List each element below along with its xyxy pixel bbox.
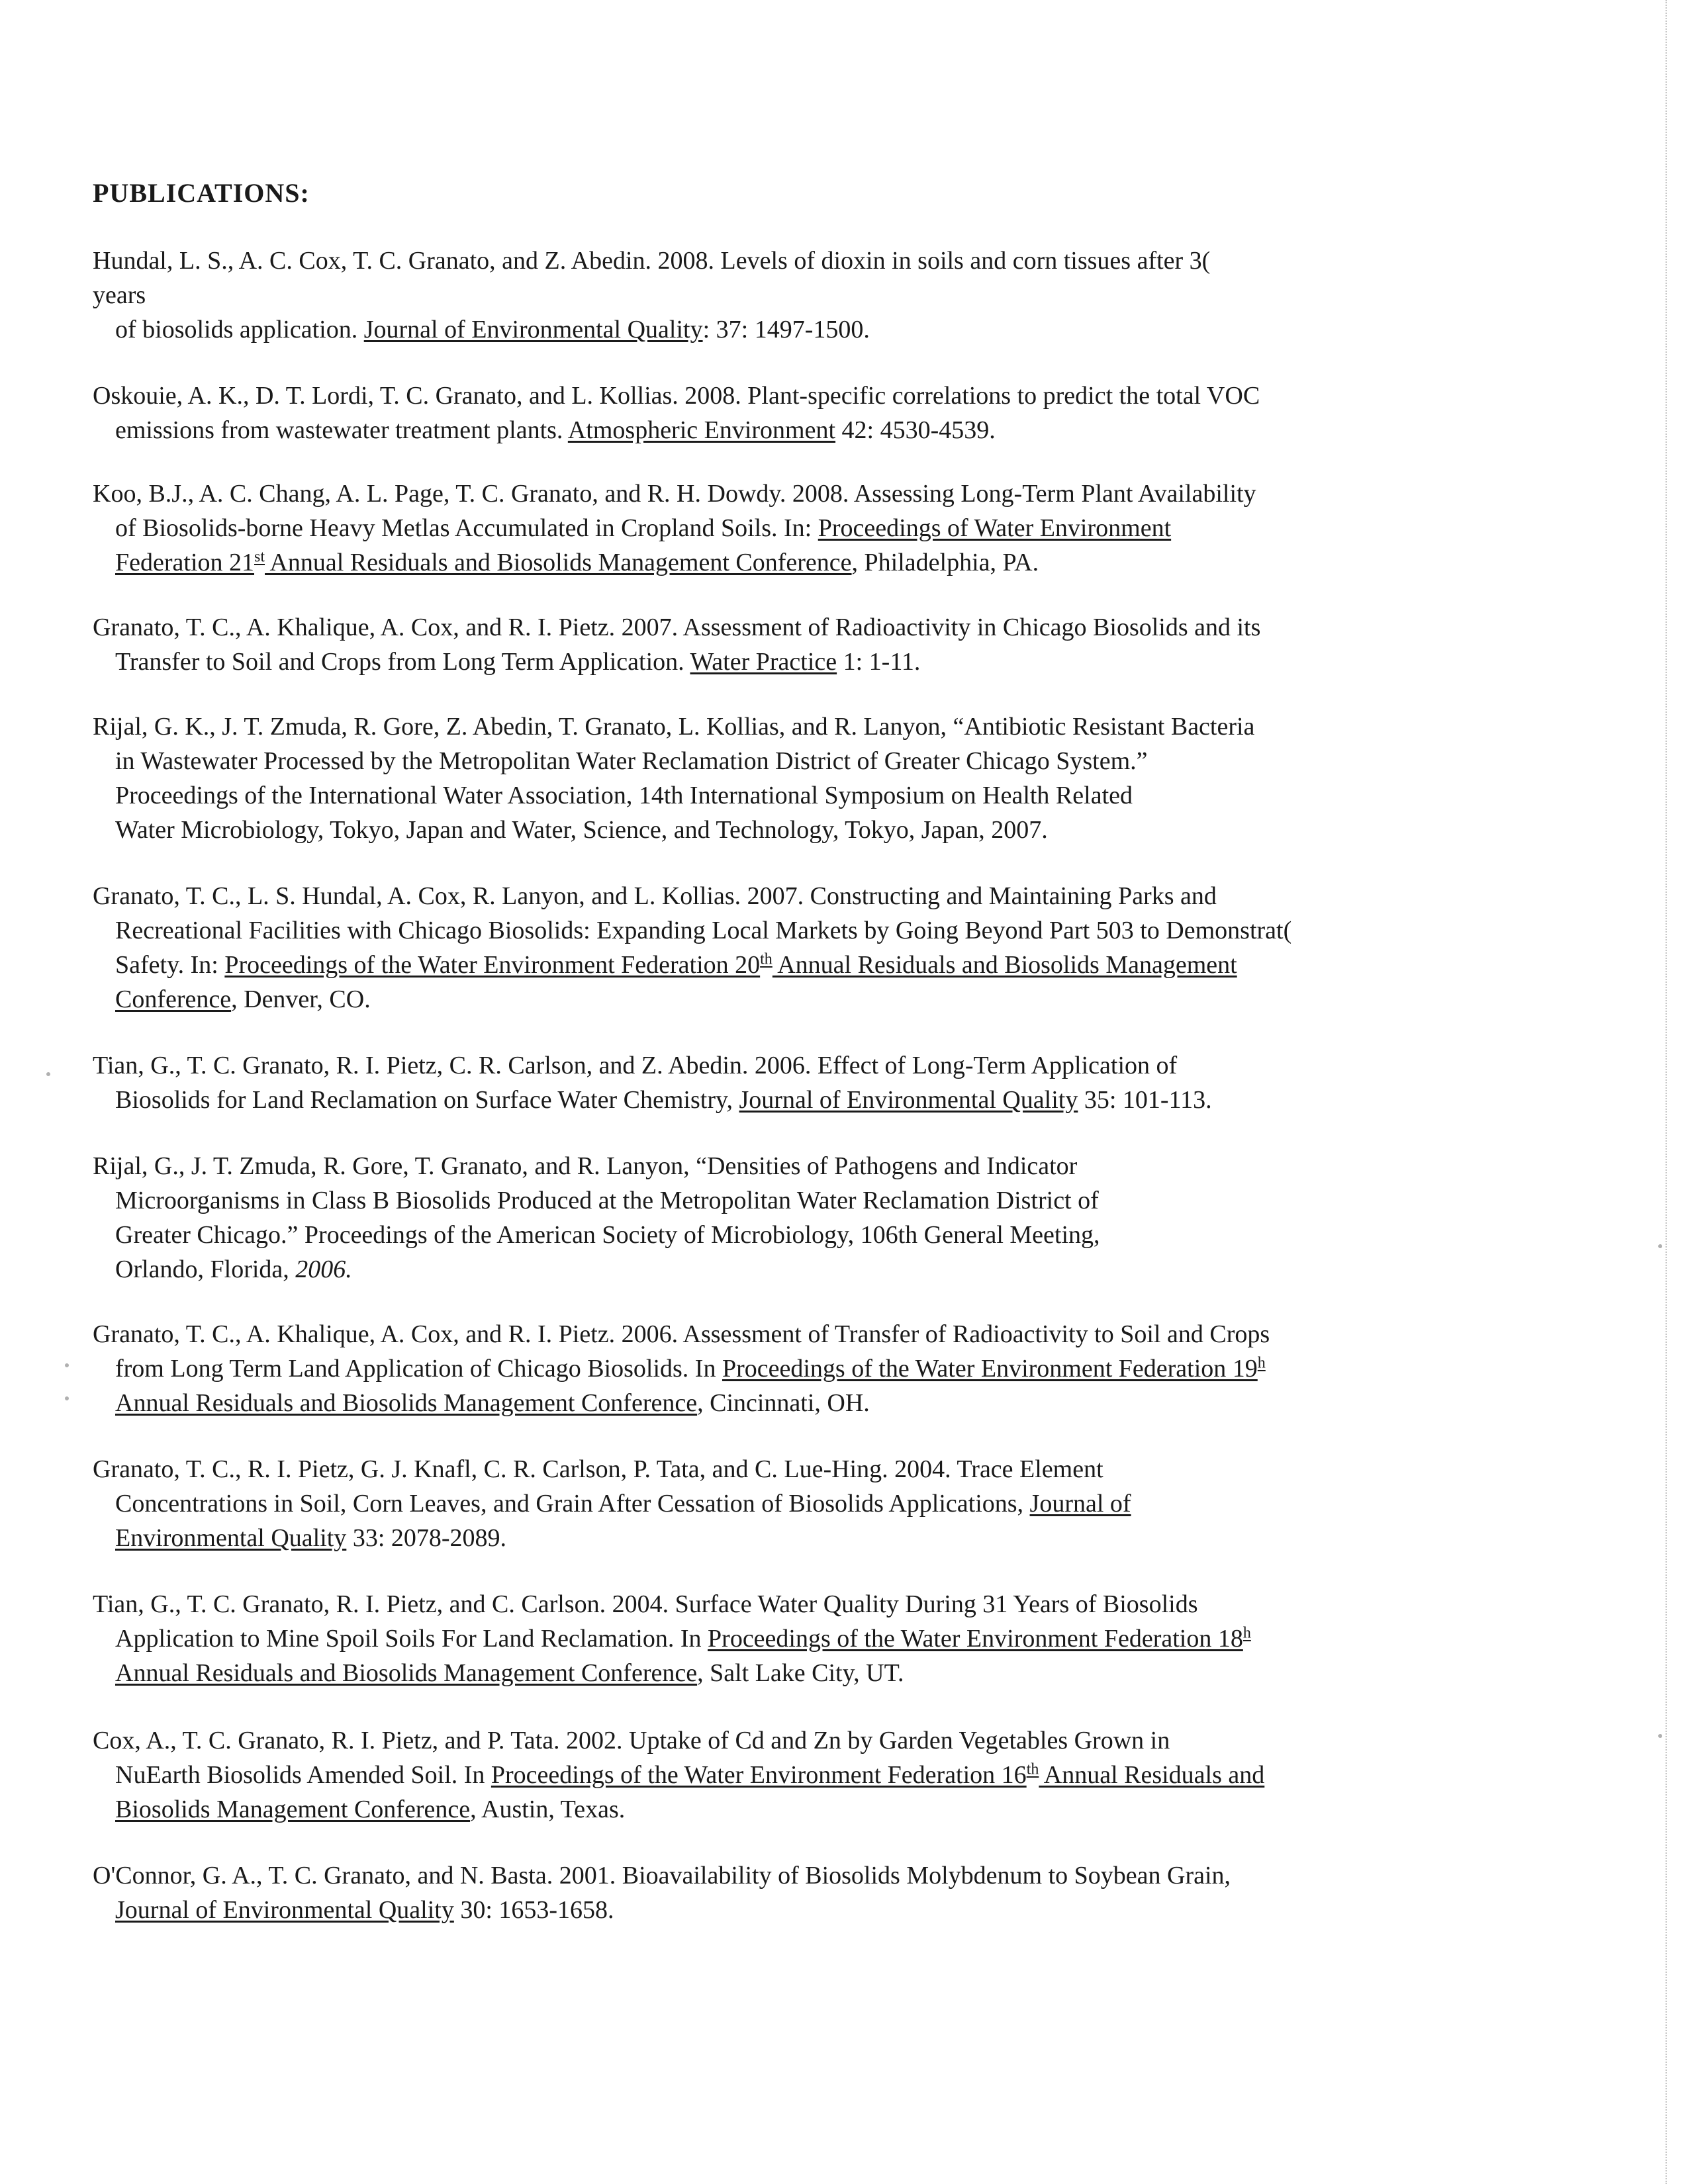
entry-text: from Long Term Land Application of Chicago Biosolids. In [115, 1355, 722, 1383]
entry-source-title: Environmental Quality [115, 1524, 347, 1552]
entry-text: , Austin, Texas. [470, 1796, 626, 1823]
entry-text: of biosolids application. [115, 316, 364, 343]
publication-entry [93, 1858, 1483, 1927]
entry-source-title: Annual Residuals and Biosolids Management [772, 951, 1237, 979]
entry-source-title: Journal of Environmental Quality [363, 316, 703, 343]
entry-text: Transfer to Soil and Crops from Long Term Application. [115, 648, 690, 676]
entry-text: Granato, T. C., A. Khalique, A. Cox, and R. I. Pietz. 2006. Assessment of Transfer of Radioactivity to Soil and Crops [93, 1320, 1270, 1348]
entry-line [93, 545, 1483, 580]
publication-entry [93, 1149, 1483, 1287]
entry-line [93, 1351, 1483, 1386]
entry-line [93, 1317, 1483, 1351]
publication-entry [93, 244, 1483, 347]
publication-entry [93, 1317, 1483, 1420]
entry-line [93, 278, 1483, 312]
entry-source-title: Annual Residuals and [1039, 1761, 1265, 1789]
entry-source-title: Journal of [1029, 1490, 1131, 1518]
entry-text: Biosolids for Land Reclamation on Surface Water Chemistry, [115, 1086, 739, 1114]
scan-speck [1658, 1734, 1662, 1738]
entry-text: emissions from wastewater treatment plants. [115, 416, 568, 444]
entry-source-title: Atmospheric Environment [567, 416, 836, 444]
publication-entry [93, 379, 1483, 447]
entry-line [93, 948, 1483, 982]
entry-source-title: Biosolids Management Conference [115, 1796, 471, 1823]
entry-text: Recreational Facilities with Chicago Biosolids: Expanding Local Markets by Going Beyond Part 503 to Demonstrat( [115, 917, 1292, 944]
scan-edge-mark [1665, 0, 1669, 2184]
entry-source-title: Federation 21 [115, 549, 255, 576]
publication-entry [93, 477, 1483, 580]
entry-source-title: Journal of Environmental Quality [739, 1086, 1078, 1114]
entry-line [93, 1858, 1483, 1893]
entry-source-title: Annual Residuals and Biosolids Management Conference [115, 1389, 698, 1417]
entry-text: Oskouie, A. K., D. T. Lordi, T. C. Granato, and L. Kollias. 2008. Plant-specific correlations to predict the total VOC [93, 382, 1260, 410]
entry-source-title: Water Practice [690, 648, 837, 676]
entry-line [93, 379, 1483, 413]
entry-text: : 37: 1497-1500. [702, 316, 870, 343]
entry-line [93, 1792, 1483, 1827]
entry-text: , Denver, CO. [231, 985, 371, 1013]
entry-text: O'Connor, G. A., T. C. Granato, and N. Basta. 2001. Bioavailability of Biosolids Molybdenum to Soybean Grain, [93, 1862, 1231, 1889]
entry-text: Tian, G., T. C. Granato, R. I. Pietz, C. R. Carlson, and Z. Abedin. 2006. Effect of Long-Term Application of [93, 1052, 1178, 1079]
entry-line [93, 244, 1483, 278]
entry-text: Proceedings of the International Water Association, 14th International Symposium on Health Related [115, 782, 1133, 809]
entry-text: Cox, A., T. C. Granato, R. I. Pietz, and P. Tata. 2002. Uptake of Cd and Zn by Garden Vegetables Grown in [93, 1727, 1170, 1754]
entry-text: Tian, G., T. C. Granato, R. I. Pietz, and C. Carlson. 2004. Surface Water Quality During 31 Years of Biosolids [93, 1590, 1198, 1618]
publication-entry [93, 610, 1483, 679]
entry-text: Water Microbiology, Tokyo, Japan and Water, Science, and Technology, Tokyo, Japan, 2007. [115, 816, 1048, 844]
publication-entry [93, 709, 1483, 847]
entry-line [93, 413, 1483, 447]
scan-speck [46, 1072, 50, 1076]
entry-text: 33: 2078-2089. [346, 1524, 507, 1552]
entry-line [93, 813, 1483, 847]
entry-line [93, 1587, 1483, 1621]
entry-line [93, 744, 1483, 778]
entry-line [93, 1149, 1483, 1183]
ordinal-suffix: h [1243, 1624, 1251, 1642]
entry-line [93, 778, 1483, 813]
entry-text: Granato, T. C., A. Khalique, A. Cox, and R. I. Pietz. 2007. Assessment of Radioactivity in Chicago Biosolids and its [93, 614, 1261, 641]
ordinal-suffix: th [1026, 1760, 1039, 1778]
publication-entry [93, 1048, 1483, 1117]
scan-speck [65, 1396, 69, 1400]
scan-speck [65, 1363, 69, 1367]
entry-source-title: Proceedings of the Water Environment Federation 18 [708, 1625, 1243, 1653]
entry-line [93, 709, 1483, 744]
entry-line [93, 1386, 1483, 1420]
entry-line [93, 312, 1483, 347]
entry-text: , Philadelphia, PA. [851, 549, 1039, 576]
entry-text: Greater Chicago.” Proceedings of the American Society of Microbiology, 106th General Meeting, [115, 1221, 1100, 1249]
entry-source-title: Annual Residuals and Biosolids Management Conference [115, 1659, 698, 1687]
entry-line [93, 1521, 1483, 1555]
entry-source-title: Journal of Environmental Quality [115, 1896, 454, 1924]
entry-line [93, 1656, 1483, 1690]
entry-source-title: Conference [115, 985, 232, 1013]
entry-text: Rijal, G. K., J. T. Zmuda, R. Gore, Z. Abedin, T. Granato, L. Kollias, and R. Lanyon, “Antibiotic Resistant Bacteria [93, 713, 1255, 741]
entry-line [93, 1621, 1483, 1656]
entry-text: Application to Mine Spoil Soils For Land Reclamation. In [115, 1625, 708, 1653]
publication-entry [93, 1587, 1483, 1690]
entry-line [93, 1758, 1483, 1792]
scan-speck [1658, 1244, 1662, 1248]
entry-line [93, 913, 1483, 948]
ordinal-suffix: st [254, 548, 265, 566]
entry-text: 42: 4530-4539. [835, 416, 996, 444]
entry-text: , Cincinnati, OH. [697, 1389, 870, 1417]
entry-line [93, 1183, 1483, 1218]
entry-text: Granato, T. C., L. S. Hundal, A. Cox, R. Lanyon, and L. Kollias. 2007. Constructing and Maintaining Parks and [93, 882, 1217, 910]
entry-line [93, 1048, 1483, 1083]
entry-text: Rijal, G., J. T. Zmuda, R. Gore, T. Granato, and R. Lanyon, “Densities of Pathogens and Indicator [93, 1152, 1078, 1180]
entry-source-title: Annual Residuals and Biosolids Management Conference [265, 549, 852, 576]
entry-text: of Biosolids-borne Heavy Metlas Accumulated in Cropland Soils. In: [115, 514, 818, 542]
entry-line [93, 610, 1483, 645]
entry-text: Koo, B.J., A. C. Chang, A. L. Page, T. C. Granato, and R. H. Dowdy. 2008. Assessing Long-Term Plant Availability [93, 480, 1256, 508]
entry-line [93, 1723, 1483, 1758]
entry-source-title: Proceedings of the Water Environment Federation 16 [491, 1761, 1027, 1789]
entry-line [93, 477, 1483, 511]
entry-text: 30: 1653-1658. [453, 1896, 614, 1924]
entry-line [93, 1893, 1483, 1927]
entry-line [93, 879, 1483, 913]
entry-line [93, 982, 1483, 1017]
ordinal-suffix: h [1257, 1354, 1266, 1372]
entry-line [93, 1083, 1483, 1117]
entry-line [93, 511, 1483, 545]
publication-entry [93, 879, 1483, 1017]
entry-source-title: Proceedings of the Water Environment Federation 19 [722, 1355, 1258, 1383]
entry-source-title: Proceedings of Water Environment [818, 514, 1172, 542]
publication-entry [93, 1452, 1483, 1555]
entry-text: Hundal, L. S., A. C. Cox, T. C. Granato, and Z. Abedin. 2008. Levels of dioxin in soils and corn tissues after 3( [93, 247, 1211, 275]
entry-line [93, 1486, 1483, 1521]
entry-text: Microorganisms in Class B Biosolids Produced at the Metropolitan Water Reclamation District of [115, 1187, 1099, 1214]
entry-text: Concentrations in Soil, Corn Leaves, and Grain After Cessation of Biosolids Applications, [115, 1490, 1030, 1518]
entry-text: in Wastewater Processed by the Metropolitan Water Reclamation District of Greater Chicago System.” [115, 747, 1148, 775]
entry-text: Granato, T. C., R. I. Pietz, G. J. Knafl, C. R. Carlson, P. Tata, and C. Lue-Hing. 2004. Trace Element [93, 1455, 1103, 1483]
section-heading: PUBLICATIONS: [93, 178, 310, 208]
entry-text: NuEarth Biosolids Amended Soil. In [115, 1761, 491, 1789]
entry-line [93, 645, 1483, 679]
entry-text: years [93, 281, 146, 309]
entry-text: 1: 1-11. [837, 648, 921, 676]
entry-line [93, 1218, 1483, 1252]
publication-entry [93, 1723, 1483, 1827]
entry-line [93, 1252, 1483, 1287]
entry-line [93, 1452, 1483, 1486]
entry-text: , Salt Lake City, UT. [697, 1659, 904, 1687]
entry-year: 2006. [295, 1255, 352, 1283]
entry-text: 35: 101-113. [1078, 1086, 1212, 1114]
entry-text: Safety. In: [115, 951, 225, 979]
ordinal-suffix: th [760, 950, 773, 968]
entry-source-title: Proceedings of the Water Environment Federation 20 [224, 951, 761, 979]
entry-text: Orlando, Florida, [115, 1255, 296, 1283]
